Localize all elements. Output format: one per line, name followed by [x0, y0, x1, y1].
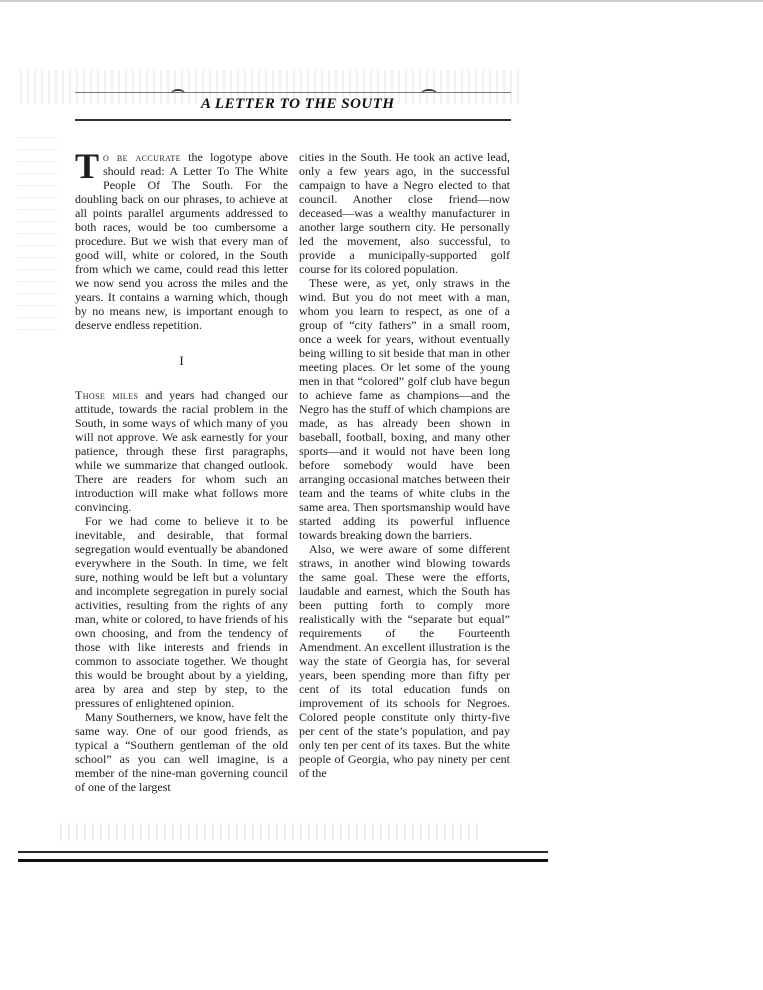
footer-rule [18, 859, 548, 862]
paragraph: cities in the South. He took an active lead, only a few years ago, in the successful campaign to have a Negro elected to that council. Another close friend—now deceased—was a wealthy manufacturer in another large southern city. He personally led the movement, also successful, to provide a municipally-supported golf course for its colored population. [299, 150, 510, 276]
page-title: A LETTER TO THE SOUTH [201, 96, 395, 112]
paragraph-text: the logotype above should read: A Letter To The White People Of The South. For the doubling back on our phrases, to achieve at all points parallel arguments addressed to both races, would be too cumbersome a procedure. But we wish that every man of good will, white or colored, in the South from which we came, could read this letter we now send you across the miles and the years. It contains a warning which, though by no means new, is important enough to deserve endless repetition. [75, 150, 288, 332]
paragraph: Many Southerners, we know, have felt the same way. One of our good friends, as typical a “Southern gentleman of the old school” as you can well imagine, is a member of the nine-man governing council of one of the largest [75, 710, 288, 794]
page-edge [0, 0, 763, 2]
scan-noise [18, 130, 58, 330]
left-column [75, 146, 288, 794]
paragraph [75, 146, 288, 332]
lead-in: o be accurate [103, 150, 181, 164]
ornament-icon [171, 89, 185, 98]
lead-in: Those miles [75, 388, 139, 402]
paragraph: For we had come to believe it to be inevitable, and desirable, that formal segregation would eventually be abandoned everywhere in the South. In time, we felt sure, nothing would be left but a voluntary and incomplete segregation in purely social activities, resulting from the rights of any man, white or colored, to have friends of his own choosing, and from the tendency of those with like interests and friends in common to associate together. We thought this would be brought about by a yielding, area by area and step by step, to the pressures of enlightened opinion. [75, 514, 288, 710]
section-numeral: I [179, 353, 184, 368]
drop-cap: T [75, 146, 100, 186]
right-column [299, 150, 510, 780]
paragraph [75, 388, 288, 514]
article-header [75, 82, 511, 122]
paragraph: Also, we were aware of some different straws, in another wind blowing towards the same goal. These were the efforts, laudable and earnest, which the South has been putting forth to comply more realistically with the “separate but equal” requirements of the Fourteenth Amendment. An excellent illustration is the way the state of Georgia has, for several years, been spending more than fifty per cent of its total education funds on improvement of its schools for Negroes. Colored people constitute only thirty-five per cent of the state’s population, and pay only ten per cent of its taxes. But the white people of Georgia, who pay ninety per cent of the [299, 542, 510, 780]
header-rule [75, 92, 511, 93]
paragraph: These were, as yet, only straws in the wind. But you do not meet with a man, whom you learn to respect, as one of a group of “city fathers” in a small room, once a week for years, without eventually being willing to sit beside that man in other meeting places. Or let some of the young men in that “colored” golf club have begun to achieve fame as champions—and the Negro has the stuff of which champions are made, as has already been shown in baseball, football, boxing, and many other sports—and it would not have been long before somebody would have been arranging occasional matches between their team and the teams of white clubs in the same area. Then sportsmanship would have started adding its powerful influence towards breaking down the barriers. [299, 276, 510, 542]
ornament-icon [421, 89, 437, 98]
header-rule [75, 119, 511, 121]
scan-noise [60, 823, 480, 841]
paragraph-text: and years had changed our attitude, towards the racial problem in the South, in some ways of which many of you will not approve. We ask earnestly for your patience, through these first paragraphs, while we summarize that changed outlook. There are readers for whom such an introduction will make what follows more convincing. [75, 388, 288, 514]
footer-rule [18, 851, 548, 853]
